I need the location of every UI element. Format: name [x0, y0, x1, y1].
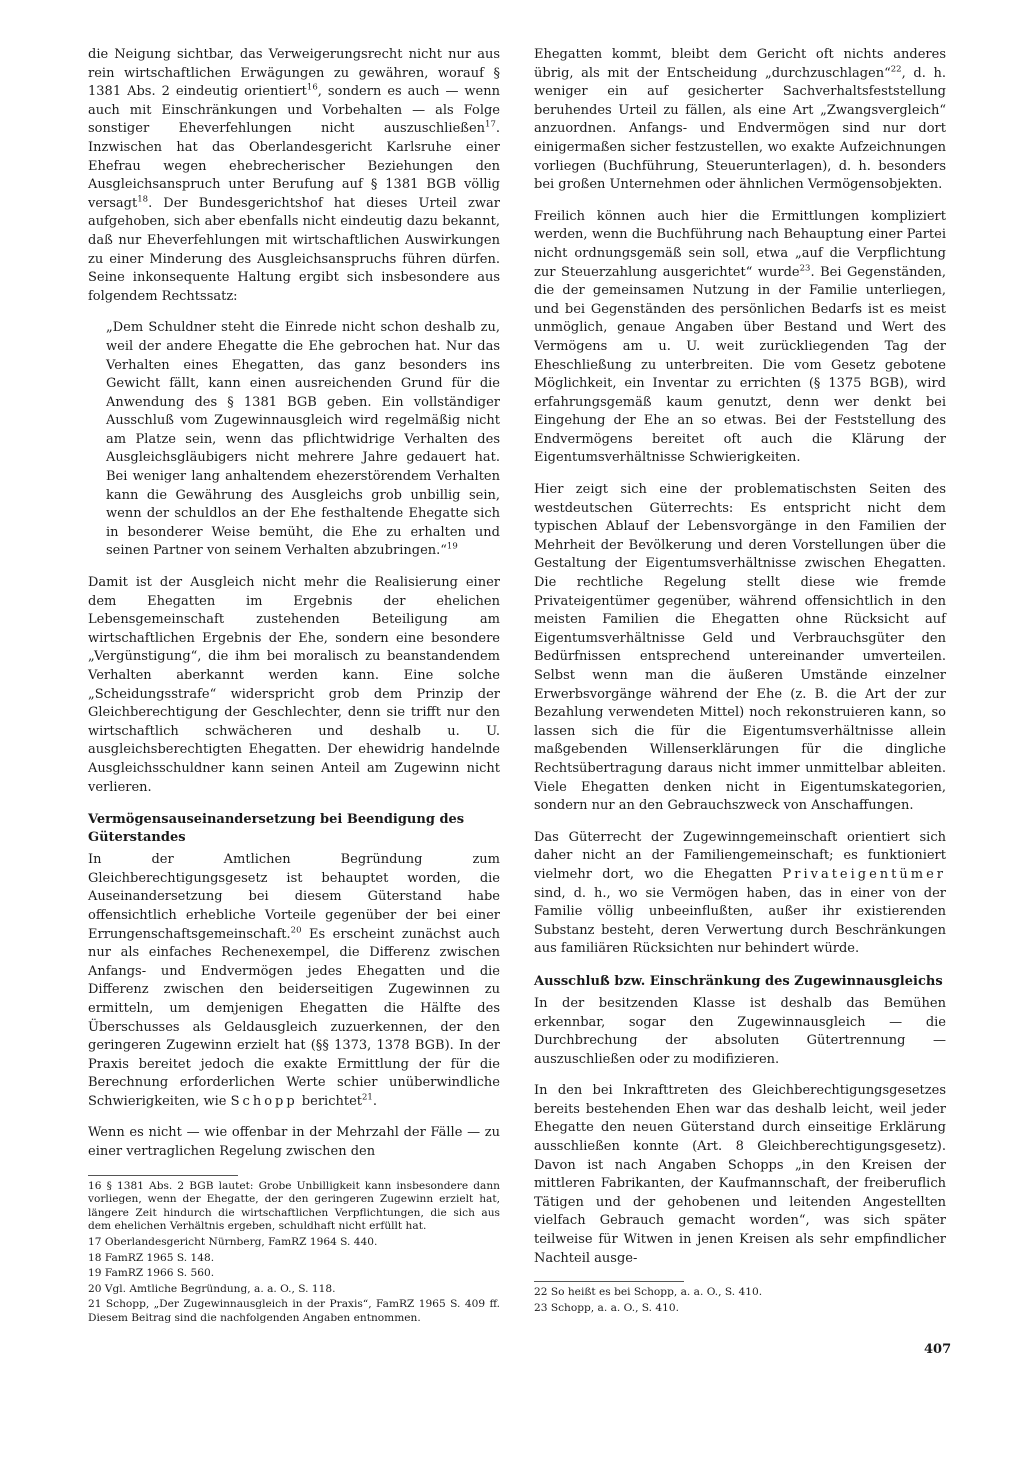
- block-quote: „Dem Schuldner steht die Einrede nicht schon deshalb zu, weil der andere Ehegatte die Ehe gebrochen hat. Nur das Verhalten eines Ehegatten, das ganz besonders ins Gewicht fällt, kann einen ausreichenden Grund für die Anwendung des § 1381 BGB geben. Ein vollständiger Ausschluß vom Zugewinnausgleich wird regelmäßig nicht am Platze sein, wenn das pflichtwidrige Verhalten des Ausgleichsgläubigers nicht mehrere Jahre gedauert hat. Bei weniger lang anhaltendem ehezerstörendem Verhalten kann die Gewährung des Ausgleichs grob unbillig sein, wenn der schuldlos an der Ehe festhaltende Ehegatte sich in besonderer Weise bemüht, die Ehe zu erhalten und seinen Partner von seinem Verhalten abzubringen.“$^{19}$: [106, 320, 500, 559]
- page-number: 407: [924, 1342, 952, 1357]
- footnote-ref: 20: [290, 925, 302, 936]
- footnote-ref: 16: [306, 82, 318, 93]
- footnote-rule: [534, 1281, 684, 1282]
- footnote-ref: 22: [890, 64, 902, 75]
- footnote: 19 FamRZ 1966 S. 560.: [88, 1267, 215, 1280]
- paragraph: In den bei Inkrafttreten des Gleichberechtigungsgesetzes bereits bestehenden Ehen war das deshalb leicht, weil jeder Ehegatte den neuen Güterstand durch einseitige Erklärung ausschließen konnte (Art. 8 Gleichberechtigungsgesetz). Davon ist nach Angaben Schopps „in den Kreisen der mittleren Fabrikanten, der Kaufmannschaft, der freiberuflich Tätigen und der gehobenen und leitenden Angestellten vielfach Gebrauch gemacht worden“, was sich später teilweise für Witwen in jenen Kreisen als sehr empfindlicher Nachteil ausge-: [534, 1083, 946, 1266]
- footnote-ref: 18: [137, 194, 149, 205]
- emphasized-term: Privateigentümer: [782, 866, 946, 882]
- section-heading: Vermögensauseinandersetzung bei Beendigung des Güterstandes: [88, 812, 465, 846]
- paragraph: Ehegatten kommt, bleibt dem Gericht oft nichts anderes übrig, als mit der Entscheidung „durchzuschlagen“$^{22}$, d. h. weniger ein auf gesicherter Sachverhaltsfeststellung beruhendes Urteil zu fällen, als eine Art „Zwangsvergleich“ anzuordnen. Anfangs- und Endvermögen sind nur dort einigermaßen sicher festzustellen, wo exakte Aufzeichnungen vorliegen (Buchführung, Steuerunterlagen), d. h. besonders bei großen Unternehmen oder ähnlichen Vermögensobjekten.: [534, 47, 946, 193]
- footnote-ref: 23: [799, 263, 811, 274]
- footnote-ref: 17: [485, 120, 496, 131]
- paragraph: Hier zeigt sich eine der problematischsten Seiten des westdeutschen Güterrechts: Es entspricht nicht dem typischen Ablauf der Lebensvorgänge in den Familien der Mehrheit der Bevölkerung und deren Vorstellungen über die Gestaltung der Eigentumsverhältnisse zwischen Ehegatten. Die rechtliche Regelung stellt diese wie fremde Privateigentümer gegenüber, während offensichtlich in den meisten Familien die Ehegatten ohne Rücksicht auf Eigentumsverhältnisse Geld und Verbrauchsgüter den Bedürfnissen entsprechend untereinander umverteilen. Selbst wenn man die äußeren Umstände einzelner Erwerbsvorgänge während der Ehe (z. B. die Art der zur Bezahlung verwendeten Mittel) noch rekonstruieren kann, so lassen sich die für die Eigentumsverhältnisse allein maßgebenden Willenserklärungen für die dingliche Rechtsübertragung daraus nicht immer unmittelbar ableiten. Viele Ehegatten denken nicht in Eigentumskategorien, sondern nur an den Gebrauchszweck von Anschaffungen.: [534, 482, 946, 814]
- footnote: 17 Oberlandesgericht Nürnberg, FamRZ 1964 S. 440.: [88, 1236, 378, 1249]
- left-column: [88, 46, 500, 1328]
- paragraph: In der besitzenden Klasse ist deshalb das Bemühen erkennbar, sogar den Zugewinnausgleich — die Durchbrechung der absoluten Gütertrennung — auszuschließen oder zu modifizieren.: [534, 995, 946, 1067]
- footnotes: [534, 1281, 946, 1315]
- section-heading: Ausschluß bzw. Einschränkung des Zugewinnausgleichs: [534, 973, 943, 989]
- paragraph: Damit ist der Ausgleich nicht mehr die Realisierung einer dem Ehegatten im Ergebnis der ehelichen Lebensgemeinschaft zustehenden Beteiligung am wirtschaftlichen Ergebnis der Ehe, sondern eine besondere „Vergünstigung“, die ihm bei moralisch zu beanstandendem Verhalten aberkannt werden kann. Eine solche „Scheidungsstrafe“ widerspricht grob dem Prinzip der Gleichberechtigung der Geschlechter, denn sie trifft nur den wirtschaftlich schwächeren und deshalb u. U. ausgleichsberechtigten Ehegatten. Der ehewidrig handelnde Ausgleichsschuldner kann seinen Anteil am Zugewinn nicht verlieren.: [88, 575, 500, 795]
- right-column: [534, 46, 946, 1317]
- footnote: 16 § 1381 Abs. 2 BGB lautet: Grobe Unbilligkeit kann insbesondere dann vorliegen, wenn der Ehegatte, der den geringeren Zugewinn erzielt hat, längere Zeit hindurch die wirtschaftlichen Verpflichtungen, die sich aus dem ehelichen Verhältnis ergeben, schuldhaft nicht erfüllt hat.: [88, 1179, 500, 1233]
- footnote-rule: [88, 1175, 238, 1176]
- paragraph: Freilich können auch hier die Ermittlungen kompliziert werden, wenn die Buchführung nach Behauptung einer Partei nicht ordnungsgemäß sein soll, etwa „auf die Verpflichtung zur Steuerzahlung ausgerichtet“ wurde$^{23}$. Bei Gegenständen, die der gemeinsamen Nutzung in der Familie unterliegen, und bei Gegenständen des persönlichen Bedarfs ist es meist unmöglich, genaue Angaben über Bestand und Wert des Vermögens am u. U. weit zurückliegenden Tag der Eheschließung zu unterbreiten. Die vom Gesetz gebotene Möglichkeit, ein Inventar zu errichten (§ 1375 BGB), wird erfahrungsgemäß kaum genutzt, denn wer denkt bei Eingehung der Ehe an so etwas. Bei der Feststellung des Endvermögens bereitet oft auch die Klärung der Eigentumsverhältnisse Schwierigkeiten.: [534, 208, 946, 466]
- paragraph: Das Güterrecht der Zugewinngemeinschaft orientiert sich daher nicht an der Familiengemeinschaft; es funktioniert vielmehr dort, wo die Ehegatten Privateigentümer sind, d. h., wo sie Vermögen haben, das in einer von der Familie völlig unbeeinflußten, außer ihr existierenden Substanz besteht, deren Verwertung durch Beschränkungen aus familiären Rücksichten nur behindert würde.: [534, 829, 946, 957]
- footnote-ref: 19: [446, 542, 458, 553]
- author-name: Schopp: [230, 1093, 298, 1109]
- footnote: 20 Vgl. Amtliche Begründung, a. a. O., S. 118.: [88, 1282, 336, 1295]
- paragraph: In der Amtlichen Begründung zum Gleichberechtigungsgesetz ist behauptet worden, die Auseinandersetzung bei diesem Güterstand habe offensichtlich erhebliche Vorteile gegenüber der bei einer Errungenschaftsgemeinschaft.$^{20}$ Es erscheint zunächst auch nur als einfaches Rechenexempel, die Differenz zwischen Anfangs- und Endvermögen jedes Ehegatten und die Differenz zwischen den beiderseitigen Zugewinnen zu ermitteln, um demjenigen Ehegatten die Hälfte des Überschusses als Geldausgleich zuzuerkennen, der den geringeren Zugewinn erzielt hat (§§ 1373, 1378 BGB). In der Praxis bereitet jedoch die exakte Ermittlung der für die Berechnung erforderlichen Werte schier unüberwindliche Schwierigkeiten, wie Schopp berichtet$^{21}$.: [88, 852, 500, 1109]
- footnote: 21 Schopp, „Der Zugewinnausgleich in der Praxis“, FamRZ 1965 S. 409 ff. Diesem Beitrag sind die nachfolgenden Angaben entnommen.: [88, 1298, 500, 1324]
- footnotes: [88, 1175, 500, 1326]
- footnote: 18 FamRZ 1965 S. 148.: [88, 1251, 215, 1264]
- paragraph: Wenn es nicht — wie offenbar in der Mehrzahl der Fälle — zu einer vertraglichen Regelung zwischen den: [88, 1125, 500, 1160]
- paragraph: die Neigung sichtbar, das Verweigerungsrecht nicht nur aus rein wirtschaftlichen Erwägungen zu gewähren, worauf § 1381 Abs. 2 eindeutig orientiert$^{16}$, sondern es auch — wenn auch mit Einschränkungen und Vorbehalten — als Folge sonstiger Eheverfehlungen nicht auszuschließen$^{17}$. Inzwischen hat das Oberlandesgericht Karlsruhe einer Ehefrau wegen ehebrecherischer Beziehungen den Ausgleichsanspruch unter Berufung auf § 1381 BGB völlig versagt$^{18}$. Der Bundesgerichtshof hat dieses Urteil zwar aufgehoben, sich aber ebenfalls nicht eindeutig dazu bekannt, daß nur Eheverfehlungen mit wirtschaftlichen Auswirkungen zu einer Minderung des Ausgleichsanspruchs führen dürfen. Seine inkonsequente Haltung ergibt sich insbesondere aus folgendem Rechtssatz:: [88, 47, 500, 304]
- footnote-ref: 21: [362, 1092, 373, 1103]
- footnote: 23 Schopp, a. a. O., S. 410.: [534, 1301, 680, 1314]
- footnote: 22 So heißt es bei Schopp, a. a. O., S. 410.: [534, 1286, 763, 1299]
